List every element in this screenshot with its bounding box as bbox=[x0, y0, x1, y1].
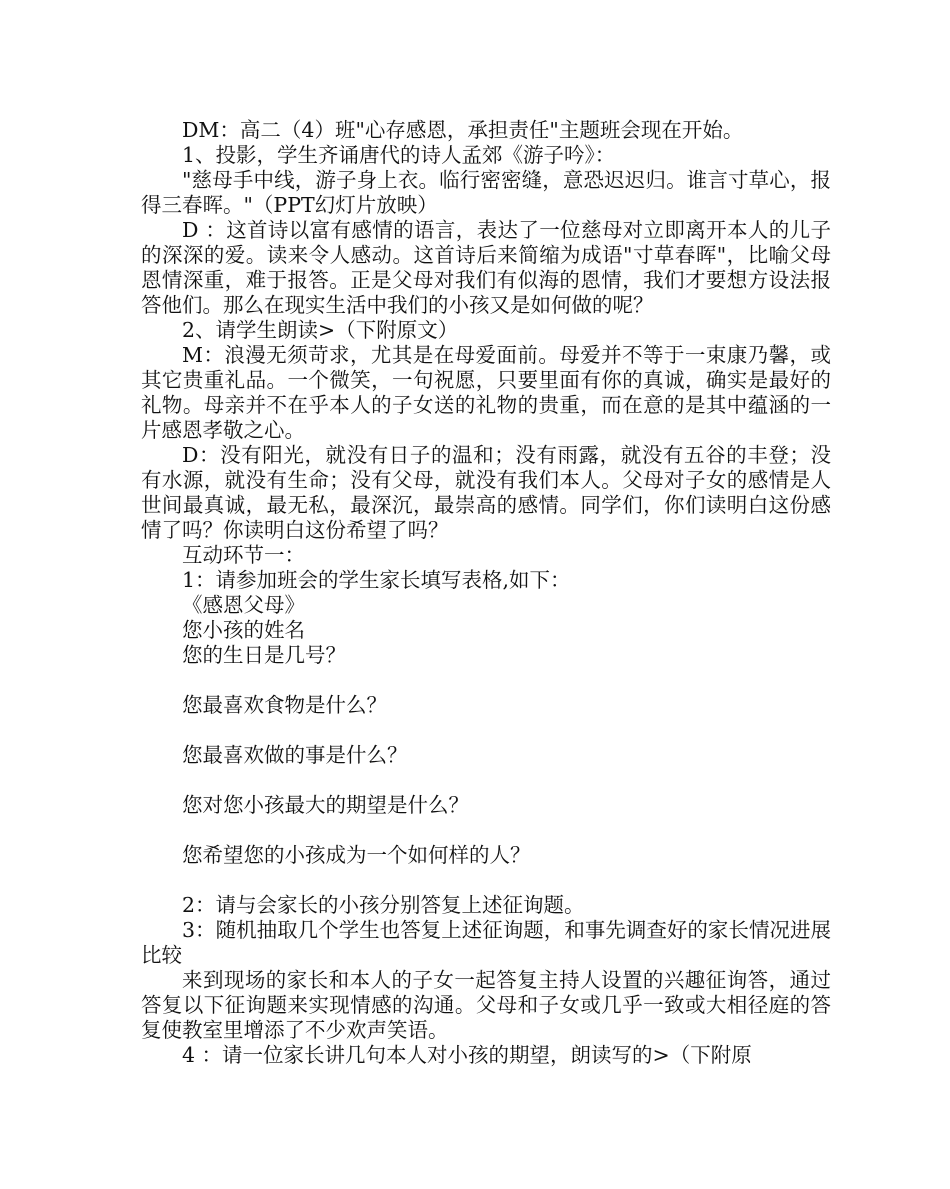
form-title: 《感恩父母》 bbox=[182, 593, 305, 617]
blank-line bbox=[141, 718, 831, 743]
paragraph-parents-children: 来到现场的家长和本人的子女一起答复主持人设置的兴趣征询答，通过答复以下征询题来实现情感的沟通。父母和子女或几乎一致或大相径庭的答复使教室里增添了不少欢声笑语。 bbox=[141, 968, 831, 1042]
paragraph-opening: DM：高二（4）班"心存感恩，承担责任"主题班会现在开始。 bbox=[182, 118, 744, 142]
blank-line bbox=[141, 868, 831, 893]
paragraph-step-1: 1、投影，学生齐诵唐代的诗人孟郊《游子吟》： bbox=[182, 143, 616, 167]
paragraph-step-2b: 2：请与会家长的小孩分别答复上述征询题。 bbox=[182, 893, 585, 917]
paragraph-step-2: 2、请学生朗读>（下附原文） bbox=[182, 318, 459, 342]
paragraph-step-4: 4 ：请一位家长讲几句本人对小孩的期望，朗读写的>（下附原 bbox=[182, 1043, 752, 1067]
form-question-food: 您最喜欢食物是什么？ bbox=[182, 693, 387, 717]
form-question-birthday: 您的生日是几号？ bbox=[182, 643, 346, 667]
form-question-hope: 您希望您的小孩成为一个如何样的人？ bbox=[182, 843, 531, 867]
paragraph-interaction-heading: 互动环节一： bbox=[182, 543, 305, 567]
paragraph-d-commentary: D ：这首诗以富有感情的语言，表达了一位慈母对立即离开本人的儿子的深深的爱。读来令人感动。这首诗后来简缩为成语"寸草春晖"，比喻父母恩情深重，难于报答。正是父母对我们有似海的恩情，我们才要想方设法报答他们。那么在现实生活中我们的小孩又是如何做的呢？ bbox=[141, 218, 831, 317]
paragraph-step-3: 3：随机抽取几个学生也答复上述征询题，和事先调查好的家长情况进展比较 bbox=[141, 918, 831, 967]
blank-line bbox=[141, 668, 831, 693]
paragraph-poem: "慈母手中线，游子身上衣。临行密密缝，意恐迟迟归。谁言寸草心，报得三春晖。"（PPT幻灯片放映） bbox=[141, 168, 831, 217]
paragraph-d-speech: D：没有阳光，就没有日子的温和；没有雨露，就没有五谷的丰登；没有水源，就没有生命；没有父母，就没有我们本人。父母对子女的感情是人世间最真诚，最无私，最深沉，最崇高的感情。同学们，你们读明白这份感情了吗？你读明白这份希望了吗？ bbox=[141, 443, 831, 542]
paragraph-m-speech: M：浪漫无须苛求，尤其是在母爱面前。母爱并不等于一束康乃馨，或其它贵重礼品。一个微笑，一句祝愿，只要里面有你的真诚，确实是最好的礼物。母亲并不在乎本人的子女送的礼物的贵重，而在意的是其中蕴涵的一片感恩孝敬之心。 bbox=[141, 343, 831, 442]
form-question-expectation: 您对您小孩最大的期望是什么？ bbox=[182, 793, 469, 817]
document-body bbox=[141, 118, 831, 1068]
form-question-name: 您小孩的姓名 bbox=[182, 618, 305, 642]
blank-line bbox=[141, 818, 831, 843]
blank-line bbox=[141, 768, 831, 793]
paragraph-form-instruction: 1：请参加班会的学生家长填写表格,如下： bbox=[182, 568, 571, 592]
form-question-hobby: 您最喜欢做的事是什么？ bbox=[182, 743, 408, 767]
